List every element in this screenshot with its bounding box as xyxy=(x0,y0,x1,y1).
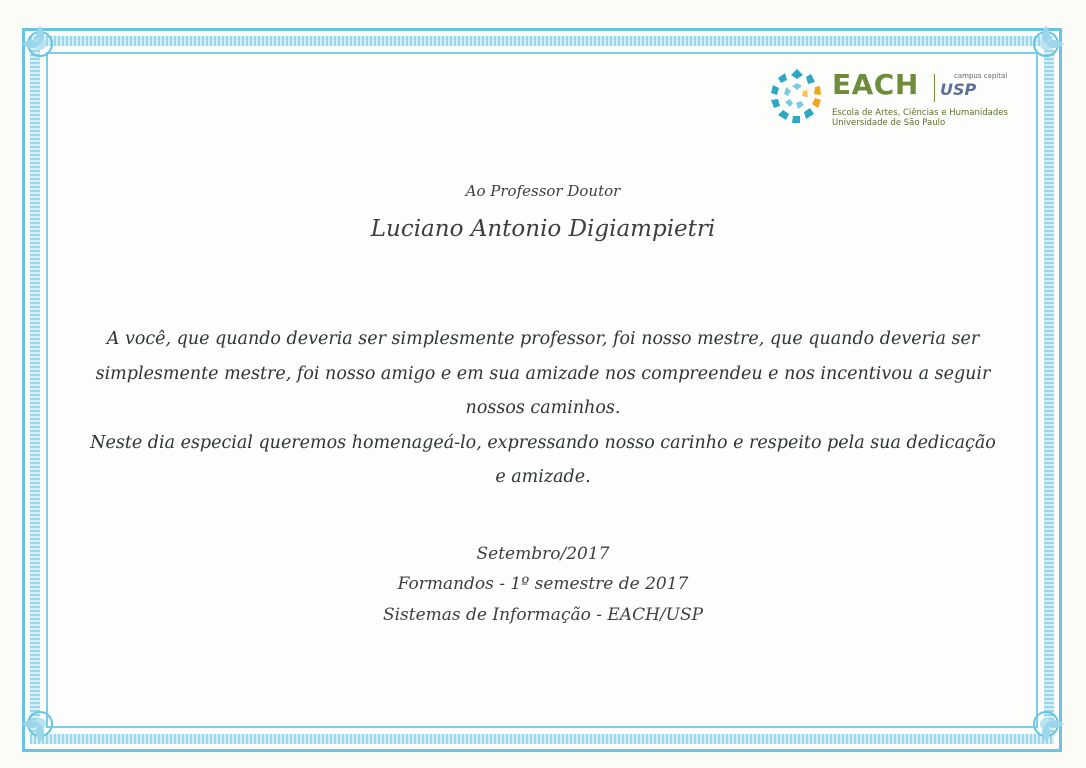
corner-ornament-top-right xyxy=(1024,22,1068,66)
signature-date: Setembro/2017 xyxy=(476,544,610,564)
university-name: Universidade de São Paulo xyxy=(832,118,946,128)
each-logo-mark-icon xyxy=(766,66,828,128)
signature-course: Sistemas de Informação - EACH/USP xyxy=(382,605,704,625)
school-name: Escola de Artes, Ciências e Humanidades xyxy=(832,108,1008,118)
salutation: Ao Professor Doutor xyxy=(465,182,621,200)
tribute-message xyxy=(86,322,1000,495)
campus-note: campus capital xyxy=(954,72,1008,80)
recipient-name: Luciano Antonio Digiampietri xyxy=(370,216,716,242)
each-usp-logo xyxy=(766,66,1016,132)
corner-ornament-bottom-left xyxy=(18,702,62,746)
usp-wordmark: USP xyxy=(940,80,977,99)
corner-ornament-bottom-right xyxy=(1024,702,1068,746)
signature-class: Formandos - 1º semestre de 2017 xyxy=(397,574,689,594)
tribute-paragraph-2: Neste dia especial queremos homenageá-lo, expressando nosso carinho e respeito pela sua dedicação e amizade. xyxy=(90,432,996,487)
each-acronym: EACH xyxy=(832,68,919,101)
logo-divider xyxy=(934,74,935,102)
tribute-paragraph-1: A você, que quando deveria ser simplesmente professor, foi nosso mestre, que quando deveria ser simplesmente mestre, foi nosso amigo e em sua amizade nos compreendeu e nos incentivou a seguir nossos caminhos. xyxy=(95,329,991,418)
corner-ornament-top-left xyxy=(18,22,62,66)
